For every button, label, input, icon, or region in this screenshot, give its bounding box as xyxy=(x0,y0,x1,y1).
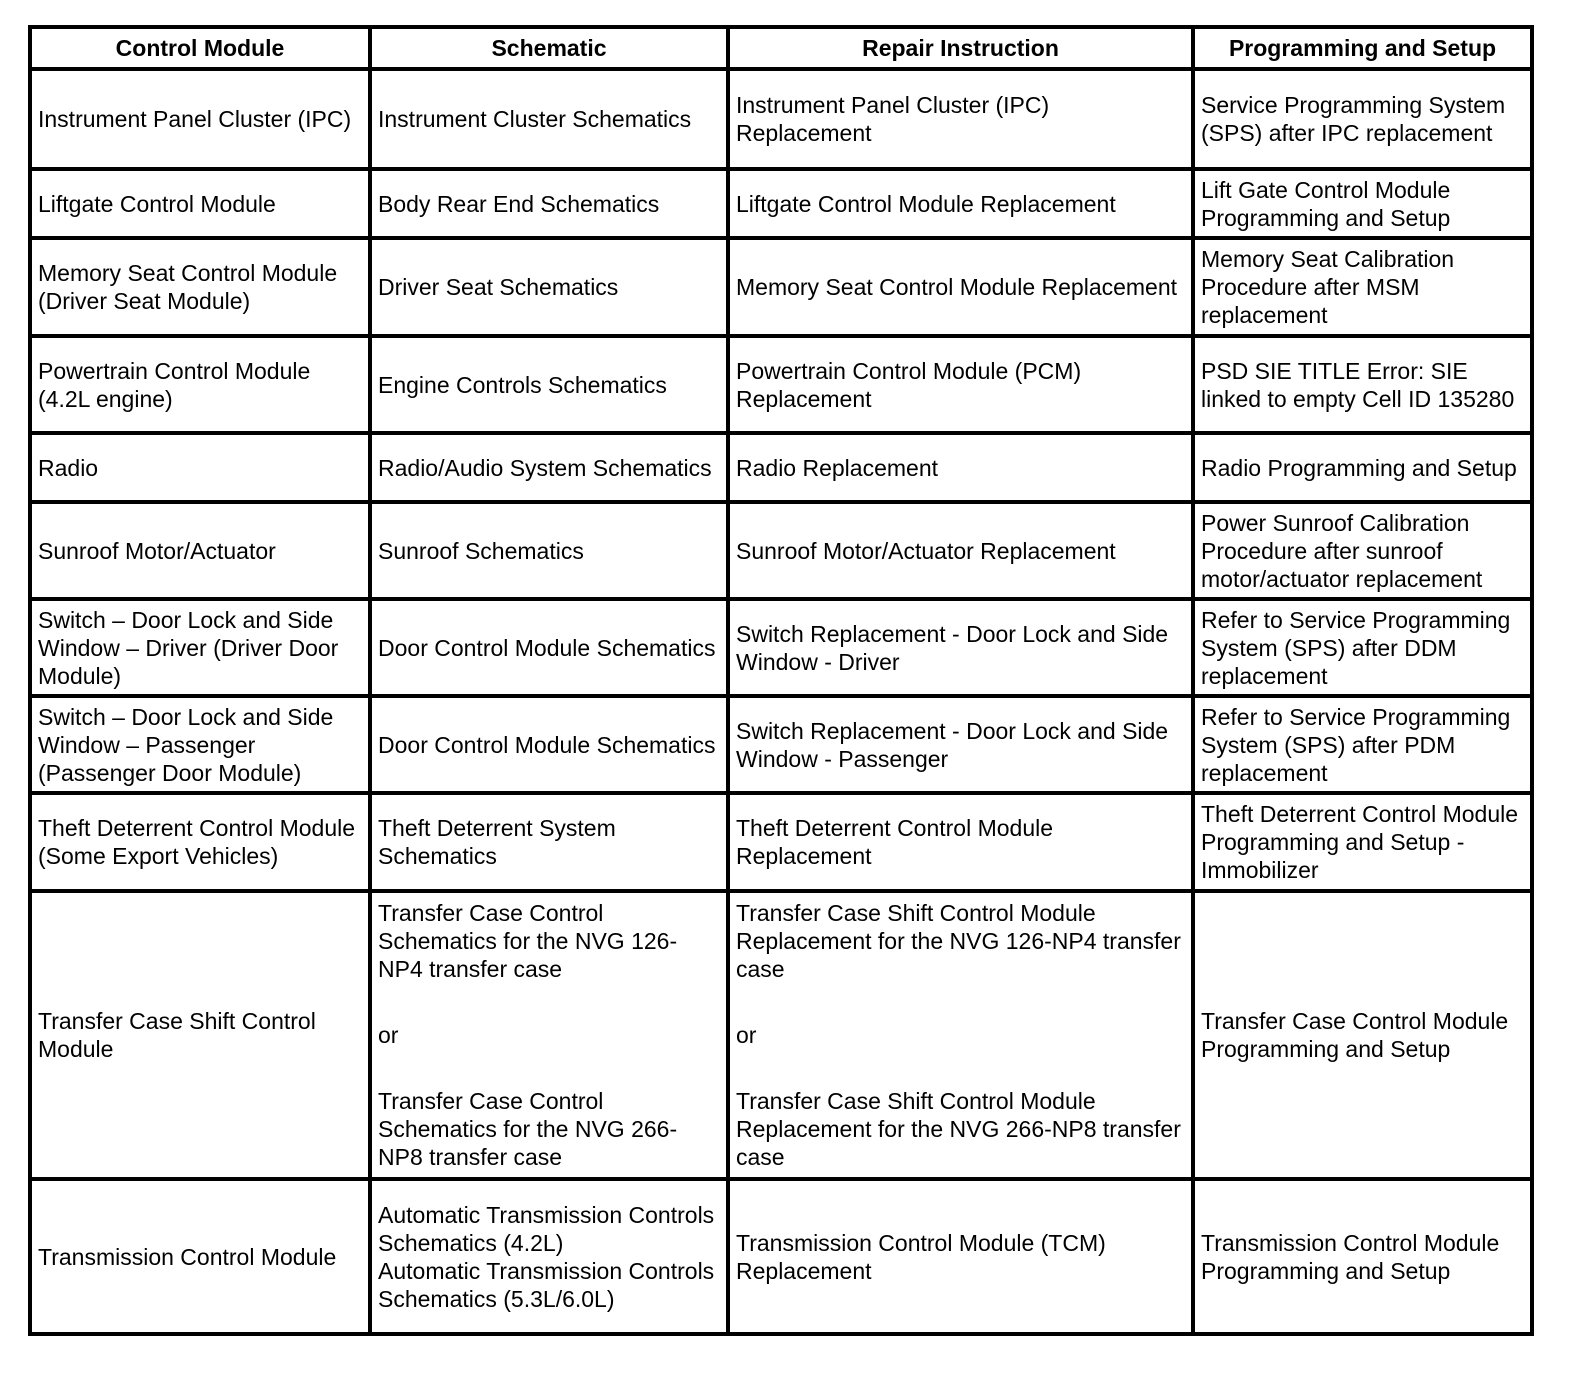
cell-schematic: Door Control Module Schematics xyxy=(370,599,728,696)
cell-programming: Power Sunroof Calibration Procedure after sunroof motor/actuator replacement xyxy=(1193,502,1532,599)
cell-schematic: Body Rear End Schematics xyxy=(370,169,728,238)
cell-schematic xyxy=(370,1179,728,1334)
repair-option-b: Transfer Case Shift Control Module Replacement for the NVG 266-NP8 transfer case xyxy=(736,1088,1181,1170)
cell-control-module: Liftgate Control Module xyxy=(30,169,370,238)
table-row xyxy=(30,336,1532,433)
cell-control-module: Transmission Control Module xyxy=(30,1179,370,1334)
cell-programming: Theft Deterrent Control Module Programming and Setup - Immobilizer xyxy=(1193,793,1532,891)
cell-programming: PSD SIE TITLE Error: SIE linked to empty Cell ID 135280 xyxy=(1193,336,1532,433)
cell-programming: Lift Gate Control Module Programming and Setup xyxy=(1193,169,1532,238)
table-row xyxy=(30,793,1532,891)
table-row xyxy=(30,891,1532,1179)
table-row xyxy=(30,69,1532,169)
cell-schematic: Theft Deterrent System Schematics xyxy=(370,793,728,891)
cell-control-module: Memory Seat Control Module (Driver Seat Module) xyxy=(30,238,370,336)
cell-control-module: Theft Deterrent Control Module (Some Export Vehicles) xyxy=(30,793,370,891)
cell-control-module: Transfer Case Shift Control Module xyxy=(30,891,370,1179)
header-schematic: Schematic xyxy=(370,27,728,69)
header-row xyxy=(30,27,1532,69)
cell-programming: Refer to Service Programming System (SPS) after PDM replacement xyxy=(1193,696,1532,793)
schematic-option-a: Automatic Transmission Controls Schematics (4.2L) xyxy=(378,1201,715,1256)
cell-repair: Sunroof Motor/Actuator Replacement xyxy=(728,502,1193,599)
cell-repair: Switch Replacement - Door Lock and Side Window - Passenger xyxy=(728,696,1193,793)
cell-control-module: Radio xyxy=(30,433,370,502)
cell-schematic: Instrument Cluster Schematics xyxy=(370,69,728,169)
schematic-option-b: Transfer Case Control Schematics for the NVG 266-NP8 transfer case xyxy=(378,1088,678,1170)
cell-schematic: Radio/Audio System Schematics xyxy=(370,433,728,502)
cell-control-module: Switch – Door Lock and Side Window – Driver (Driver Door Module) xyxy=(30,599,370,696)
cell-repair: Liftgate Control Module Replacement xyxy=(728,169,1193,238)
cell-schematic: Door Control Module Schematics xyxy=(370,696,728,793)
repair-option-a: Transfer Case Shift Control Module Replacement for the NVG 126-NP4 transfer case xyxy=(736,900,1181,982)
cell-repair xyxy=(728,891,1193,1179)
cell-schematic: Sunroof Schematics xyxy=(370,502,728,599)
table-row xyxy=(30,696,1532,793)
cell-repair: Powertrain Control Module (PCM) Replacement xyxy=(728,336,1193,433)
cell-schematic xyxy=(370,891,728,1179)
table-row xyxy=(30,1179,1532,1334)
header-control-module: Control Module xyxy=(30,27,370,69)
cell-control-module: Powertrain Control Module (4.2L engine) xyxy=(30,336,370,433)
cell-programming: Service Programming System (SPS) after IPC replacement xyxy=(1193,69,1532,169)
header-repair-instruction: Repair Instruction xyxy=(728,27,1193,69)
table-row xyxy=(30,502,1532,599)
cell-repair: Transmission Control Module (TCM) Replacement xyxy=(728,1179,1193,1334)
table-row xyxy=(30,599,1532,696)
cell-programming: Radio Programming and Setup xyxy=(1193,433,1532,502)
cell-schematic: Driver Seat Schematics xyxy=(370,238,728,336)
or-separator: or xyxy=(378,1022,399,1048)
table-row xyxy=(30,238,1532,336)
cell-control-module: Instrument Panel Cluster (IPC) xyxy=(30,69,370,169)
cell-repair: Radio Replacement xyxy=(728,433,1193,502)
cell-control-module: Switch – Door Lock and Side Window – Passenger (Passenger Door Module) xyxy=(30,696,370,793)
header-programming-setup: Programming and Setup xyxy=(1193,27,1532,69)
cell-repair: Theft Deterrent Control Module Replacement xyxy=(728,793,1193,891)
table-row xyxy=(30,433,1532,502)
schematic-option-a: Transfer Case Control Schematics for the NVG 126-NP4 transfer case xyxy=(378,900,678,982)
cell-repair: Instrument Panel Cluster (IPC) Replacement xyxy=(728,69,1193,169)
or-separator: or xyxy=(736,1022,757,1048)
cell-control-module: Sunroof Motor/Actuator xyxy=(30,502,370,599)
control-module-table xyxy=(28,25,1534,1336)
cell-programming: Memory Seat Calibration Procedure after MSM replacement xyxy=(1193,238,1532,336)
cell-repair: Switch Replacement - Door Lock and Side Window - Driver xyxy=(728,599,1193,696)
cell-programming: Transfer Case Control Module Programming and Setup xyxy=(1193,891,1532,1179)
cell-programming: Refer to Service Programming System (SPS) after DDM replacement xyxy=(1193,599,1532,696)
cell-repair: Memory Seat Control Module Replacement xyxy=(728,238,1193,336)
schematic-option-b: Automatic Transmission Controls Schematics (5.3L/6.0L) xyxy=(378,1257,715,1312)
cell-schematic: Engine Controls Schematics xyxy=(370,336,728,433)
table-row xyxy=(30,169,1532,238)
cell-programming: Transmission Control Module Programming and Setup xyxy=(1193,1179,1532,1334)
